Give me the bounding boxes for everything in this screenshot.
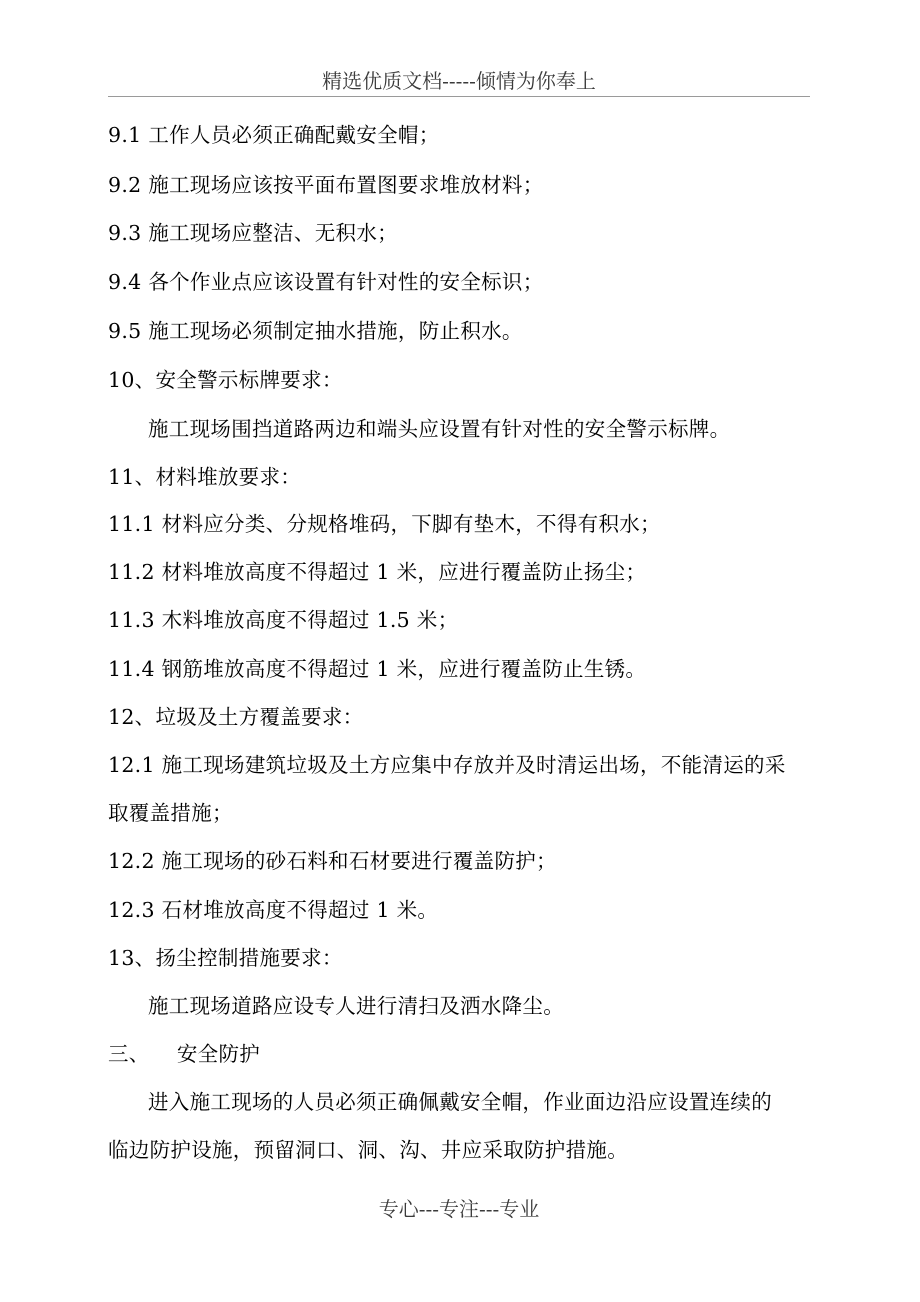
clause-9-1: 9.1 工作人员必须正确配戴安全帽； bbox=[108, 123, 440, 147]
clause-11-3: 11.3 木料堆放高度不得超过 1.5 米； bbox=[108, 608, 459, 632]
section-13-heading: 13、扬尘控制措施要求： bbox=[108, 946, 343, 970]
section-12-heading: 12、垃圾及土方覆盖要求： bbox=[108, 705, 364, 729]
chapter-3-paragraph-line-2: 临边防护设施，预留洞口、洞、沟、井应采取防护措施。 bbox=[108, 1138, 628, 1162]
page-header: 精选优质文档-----倾情为你奉上 bbox=[108, 66, 810, 97]
page-footer: 专心---专注---专业 bbox=[378, 1197, 540, 1221]
section-11-heading: 11、材料堆放要求： bbox=[108, 465, 302, 489]
section-10-paragraph: 施工现场围挡道路两边和端头应设置有针对性的安全警示标牌。 bbox=[148, 417, 731, 441]
clause-11-4: 11.4 钢筋堆放高度不得超过 1 米，应进行覆盖防止生锈。 bbox=[108, 657, 647, 681]
clause-9-4: 9.4 各个作业点应该设置有针对性的安全标识； bbox=[108, 270, 544, 294]
chapter-3-paragraph-line-1: 进入施工现场的人员必须正确佩戴安全帽，作业面边沿应设置连续的 bbox=[148, 1090, 772, 1114]
clause-9-2: 9.2 施工现场应该按平面布置图要求堆放材料； bbox=[108, 173, 544, 197]
clause-11-1: 11.1 材料应分类、分规格堆码，下脚有垫木，不得有积水； bbox=[108, 512, 661, 536]
clause-12-3: 12.3 石材堆放高度不得超过 1 米。 bbox=[108, 898, 439, 922]
clause-9-5: 9.5 施工现场必须制定抽水措施，防止积水。 bbox=[108, 319, 523, 343]
chapter-3-heading: 三、 安全防护 bbox=[108, 1042, 261, 1066]
section-13-paragraph: 施工现场道路应设专人进行清扫及洒水降尘。 bbox=[148, 994, 564, 1018]
clause-12-2: 12.2 施工现场的砂石料和石材要进行覆盖防护； bbox=[108, 849, 557, 873]
clause-11-2: 11.2 材料堆放高度不得超过 1 米，应进行覆盖防止扬尘； bbox=[108, 560, 647, 584]
clause-12-1-line-2: 取覆盖措施； bbox=[108, 801, 233, 825]
section-10-heading: 10、安全警示标牌要求： bbox=[108, 368, 343, 392]
clause-9-3: 9.3 施工现场应整洁、无积水； bbox=[108, 221, 398, 245]
clause-12-1-line-1: 12.1 施工现场建筑垃圾及土方应集中存放并及时清运出场，不能清运的采 bbox=[108, 753, 786, 777]
